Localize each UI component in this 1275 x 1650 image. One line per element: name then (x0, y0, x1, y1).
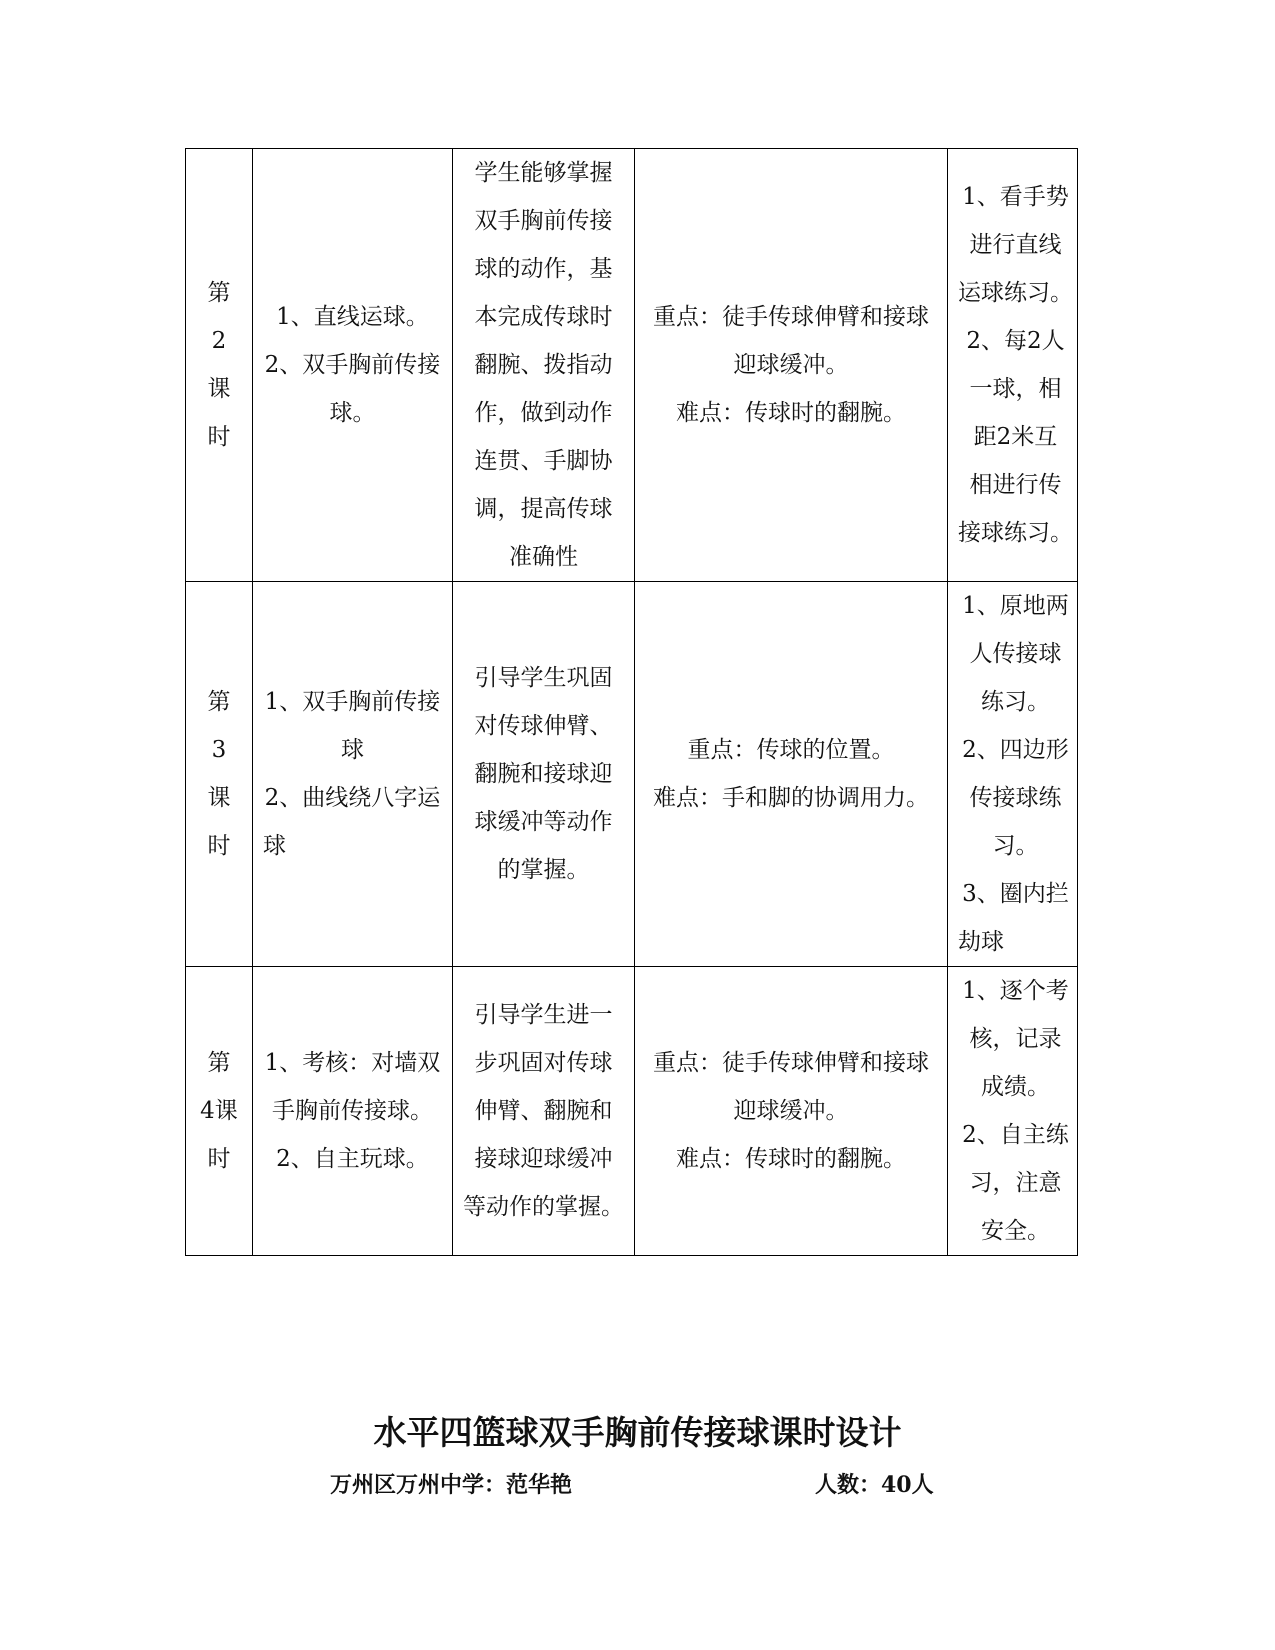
keypoint-line: 难点：传球时的翻腕。 (676, 400, 906, 426)
method-line: 1、原地两 (962, 593, 1069, 619)
period-char: 3 (211, 737, 227, 763)
method-line: 习。 (992, 833, 1039, 859)
content-line: 1、双手胸前传接 (264, 689, 441, 715)
goal-line: 等动作的掌握。 (463, 1194, 624, 1220)
lesson-goal-cell (453, 967, 635, 1256)
table-row (186, 967, 1078, 1256)
content-line: 2、曲线绕八字运 (264, 785, 441, 811)
lesson-goal-cell (453, 582, 635, 967)
method-line: 2、四边形 (962, 737, 1069, 763)
lesson-goal-cell (453, 149, 635, 582)
period-char: 第 (207, 1050, 231, 1076)
goal-line: 连贯、手脚协 (474, 448, 613, 474)
method-line: 人传接球 (969, 641, 1062, 667)
period-char: 2 (211, 328, 227, 354)
lesson-content-cell (253, 967, 453, 1256)
period-char: 第 (207, 689, 231, 715)
method-line: 运球练习。 (958, 280, 1073, 306)
goal-line: 本完成传球时 (474, 304, 613, 330)
method-line: 3、圈内拦 (962, 881, 1069, 907)
method-line: 进行直线 (969, 232, 1062, 258)
method-line: 1、看手势 (962, 184, 1069, 210)
content-line: 2、双手胸前传接 (264, 352, 441, 378)
method-line: 2、每2人 (966, 328, 1065, 354)
keypoint-line: 重点：徒手传球伸臂和接球 (653, 1050, 929, 1076)
goal-line: 伸臂、翻腕和 (474, 1098, 613, 1124)
content-line: 球。 (329, 400, 376, 426)
lesson-period-cell (186, 967, 253, 1256)
lesson-period-cell (186, 149, 253, 582)
period-char: 时 (207, 424, 231, 450)
keypoint-line: 难点：传球时的翻腕。 (676, 1146, 906, 1172)
lesson-keypoints-cell (635, 967, 948, 1256)
goal-line: 翻腕、拨指动 (474, 352, 613, 378)
period-char: 第 (207, 280, 231, 306)
goal-line: 接球迎球缓冲 (474, 1146, 613, 1172)
lesson-keypoints-cell (635, 149, 948, 582)
keypoint-line: 迎球缓冲。 (733, 1098, 849, 1124)
lesson-plan-table (185, 148, 1078, 1256)
goal-line: 步巩固对传球 (474, 1050, 613, 1076)
goal-line: 双手胸前传接 (474, 208, 613, 234)
content-line: 球 (263, 833, 286, 859)
method-line: 相进行传 (969, 472, 1062, 498)
goal-line: 球缓冲等动作 (474, 809, 613, 835)
lesson-content-cell (253, 149, 453, 582)
document-heading (0, 1411, 1275, 1455)
author-line: 万州区万州中学：范华艳 (330, 1472, 573, 1498)
goal-line: 引导学生进一 (474, 1002, 613, 1028)
lesson-content-cell (253, 582, 453, 967)
lesson-methods-cell (948, 149, 1078, 582)
keypoint-line: 重点：徒手传球伸臂和接球 (653, 304, 929, 330)
lesson-methods-cell (948, 582, 1078, 967)
goal-line: 的掌握。 (497, 857, 590, 883)
method-line: 安全。 (981, 1218, 1050, 1244)
content-line: 1、直线运球。 (276, 304, 429, 330)
goal-line: 作，做到动作 (474, 400, 613, 426)
content-line: 球 (341, 737, 364, 763)
method-line: 2、自主练 (962, 1122, 1069, 1148)
lesson-keypoints-cell (635, 582, 948, 967)
method-line: 一球，相 (969, 376, 1062, 402)
method-line: 传接球练 (969, 785, 1062, 811)
lesson-period-cell (186, 582, 253, 967)
table-row (186, 149, 1078, 582)
lesson-methods-cell (948, 967, 1078, 1256)
goal-line: 翻腕和接球迎 (474, 761, 613, 787)
method-line: 1、逐个考 (962, 978, 1069, 1004)
keypoint-line: 重点：传球的位置。 (687, 737, 895, 763)
content-line: 1、考核：对墙双 (264, 1050, 441, 1076)
goal-line: 准确性 (509, 544, 578, 570)
method-line: 习，注意 (969, 1170, 1062, 1196)
method-line: 核，记录 (969, 1026, 1062, 1052)
content-line: 手胸前传接球。 (272, 1098, 433, 1124)
headcount-label: 人数：40人 (815, 1472, 934, 1498)
goal-line: 调，提高传球 (474, 496, 613, 522)
method-line: 劫球 (958, 929, 1004, 955)
method-line: 距2米互 (973, 424, 1058, 450)
period-char: 课 (207, 376, 231, 402)
content-line: 2、自主玩球。 (276, 1146, 429, 1172)
period-char: 时 (207, 1146, 231, 1172)
keypoint-line: 迎球缓冲。 (733, 352, 849, 378)
goal-line: 球的动作，基 (474, 256, 613, 282)
method-line: 接球练习。 (958, 520, 1073, 546)
goal-line: 学生能够掌握 (474, 160, 613, 186)
goal-line: 引导学生巩固 (474, 665, 613, 691)
page-title: 水平四篮球双手胸前传接球课时设计 (373, 1413, 902, 1452)
method-line: 成绩。 (981, 1074, 1050, 1100)
period-char: 4课 (200, 1098, 238, 1124)
keypoint-line: 难点：手和脚的协调用力。 (653, 785, 929, 811)
period-char: 时 (207, 833, 231, 859)
period-char: 课 (207, 785, 231, 811)
method-line: 练习。 (981, 689, 1050, 715)
table-row (186, 582, 1078, 967)
goal-line: 对传球伸臂、 (474, 713, 613, 739)
